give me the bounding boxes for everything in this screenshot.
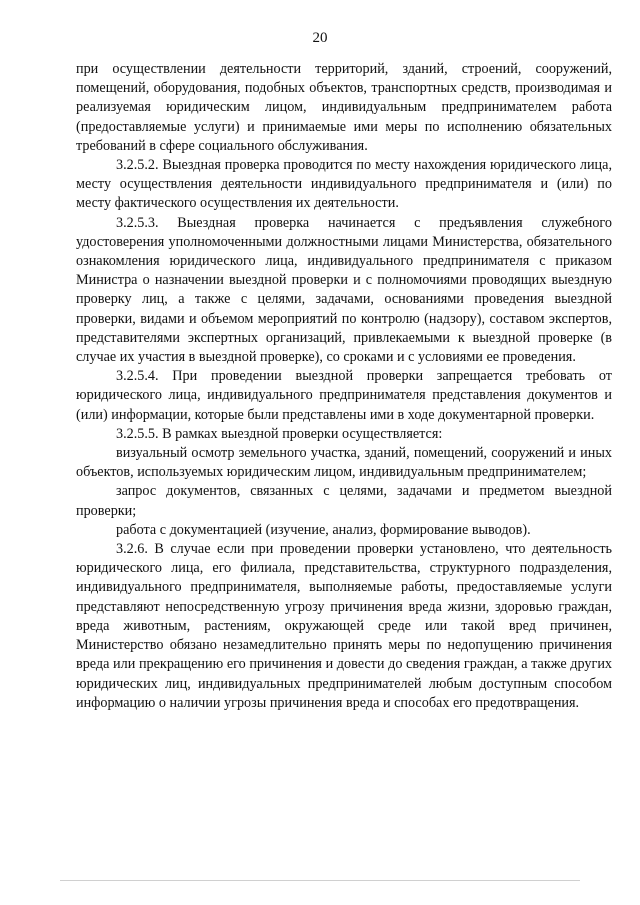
- paragraph-continuation: при осуществлении деятельности территорий, зданий, строений, сооружений, помещений, оборудования, подобных объектов, транспортных средств, производимая и реализуемая юридическим лицом, индивидуальным предпринимателем работа (предоставляемые услуги) и принимаемые ими меры по исполнению обязательных требований в сфере социального обслуживания.: [76, 61, 612, 154]
- list-item-document-request: запрос документов, связанных с целями, задачами и предметом выездной проверки;: [76, 483, 612, 519]
- list-item-visual-inspection: визуальный осмотр земельного участка, зданий, помещений, сооружений и иных объектов, используемых юридическим лицом, индивидуальным предпринимателем;: [76, 445, 612, 481]
- paragraph-3-2-5-2: 3.2.5.2. Выездная проверка проводится по месту нахождения юридического лица, месту осуществления деятельности индивидуального предпринимателя и (или) по месту фактического осуществления их деятельности.: [76, 157, 612, 212]
- paragraph-3-2-5-5: 3.2.5.5. В рамках выездной проверки осуществляется:: [116, 425, 443, 442]
- page-number: 20: [312, 30, 328, 46]
- page-bottom-rule: [60, 880, 580, 881]
- paragraph-3-2-5-3: 3.2.5.3. Выездная проверка начинается с предъявления служебного удостоверения уполномоченными должностными лицами Министерства, обязательного ознакомления юридического лица, индивидуального предпринимателя с приказом Министра о назначении выездной проверки и с полномочиями проводящих выездную проверку лиц, а также с целями, задачами, основаниями проведения выездной проверки, видами и объемом мероприятий по контролю (надзору), составом экспертов, представителями экспертных организаций, привлекаемыми к выездной проверке (в случае их участия в выездной проверке), со сроками и с условиями ее проведения.: [76, 214, 612, 366]
- document-body: [76, 60, 612, 713]
- paragraph-3-2-6: 3.2.6. В случае если при проведении проверки установлено, что деятельность юридического лица, его филиала, представительства, структурного подразделения, индивидуального предпринимателя, выполняемые работы, предоставляемые услуги представляют непосредственную угрозу причинения вреда жизни, здоровью граждан, вреда животным, растениям, окружающей среде или такой вред причинен, Министерство обязано незамедлительно принять меры по недопущению причинения вреда или прекращению его причинения и довести до сведения граждан, а также других юридических лиц, индивидуальных предпринимателей любым доступным способом информацию о наличии угрозы причинения вреда и способах его предотвращения.: [76, 541, 612, 711]
- list-item-documentation-work: работа с документацией (изучение, анализ, формирование выводов).: [116, 521, 531, 538]
- paragraph-3-2-5-4: 3.2.5.4. При проведении выездной проверки запрещается требовать от юридического лица, индивидуального предпринимателя представления документов и (или) информации, которые были представлены ими в ходе документарной проверки.: [76, 368, 612, 423]
